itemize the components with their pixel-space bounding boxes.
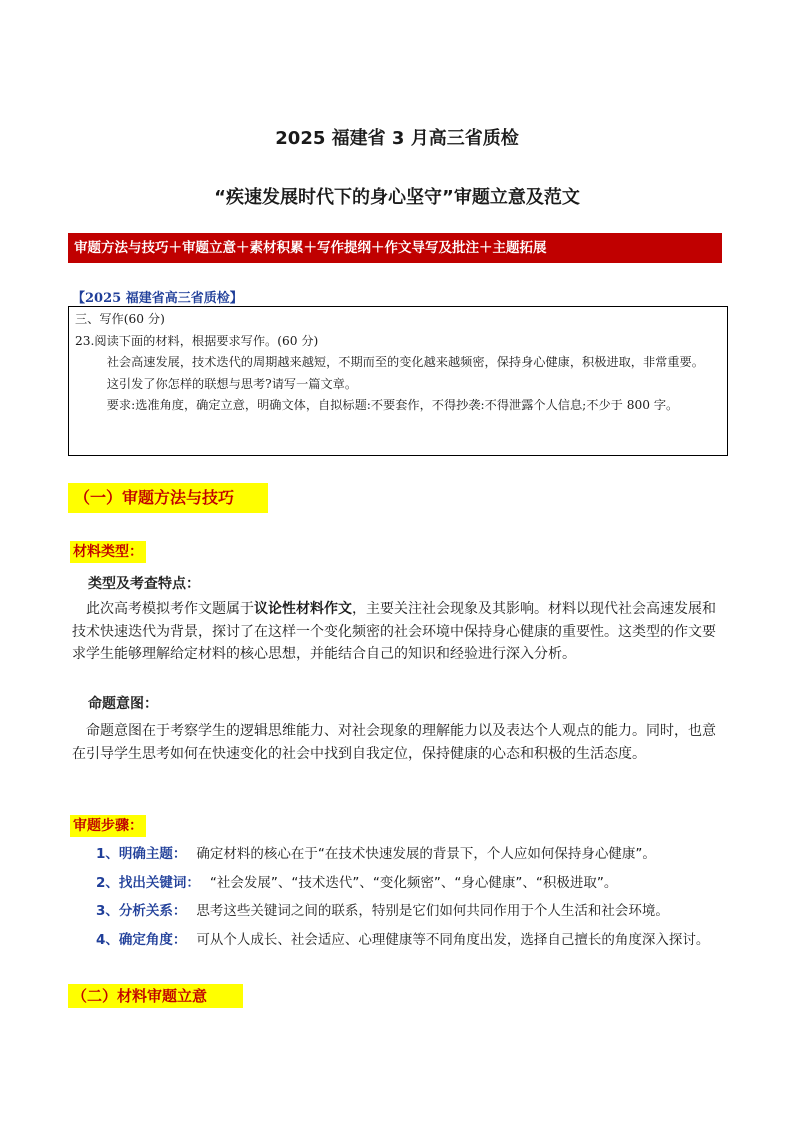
- material-type-label: 材料类型：: [70, 541, 146, 563]
- step-text: “社会发展”、“技术迭代”、“变化频密”、“身心健康”、“积极进取”。: [209, 875, 618, 891]
- section-heading-2: （二）材料审题立意: [68, 984, 243, 1008]
- step-label: 3、分析关系：: [96, 903, 187, 919]
- step-label: 4、确定角度：: [96, 932, 187, 948]
- steps-label: 审题步骤：: [70, 815, 146, 837]
- type-paragraph-highlight: 议论性材料作文: [254, 601, 352, 617]
- intent-paragraph: 命题意图在于考察学生的逻辑思维能力、对社会现象的理解能力以及表达个人观点的能力。同时，也意在引导学生思考如何在快速变化的社会中找到自我定位，保持健康的心态和积极的生活态度。: [72, 723, 716, 762]
- type-paragraph-text: ，主要关注社会现象及其影响。材料以现代社会高速发展和技术快速迭代为背景，探讨了在这样一个变化频密的社会环境中保持身心健康的重要性。这类型的作文要求学生能够理解给定材料的核心思想，并能结合自己的知识和经验进行深入分析。: [72, 601, 716, 662]
- question-box: [68, 306, 728, 456]
- step-label: 2、找出关键词：: [96, 875, 200, 891]
- question-line: 23.阅读下面的材料，根据要求写作。(60 分): [75, 333, 319, 348]
- section-heading-1: （一）审题方法与技巧: [68, 483, 268, 513]
- step-text: 确定材料的核心在于“在技术快速发展的背景下，个人应如何保持身心健康”。: [196, 846, 656, 862]
- step-label: 1、明确主题：: [96, 846, 187, 862]
- intent-subheading: 命题意图：: [88, 696, 158, 712]
- page-subtitle: “疾速发展时代下的身心坚守”审题立意及范文: [214, 187, 580, 208]
- page-title: 2025 福建省 3 月高三省质检: [275, 128, 519, 149]
- contents-banner: 审题方法与技巧＋审题立意＋素材积累＋写作提纲＋作文导写及批注＋主题拓展: [68, 233, 722, 263]
- type-subheading: 类型及考查特点：: [88, 576, 200, 592]
- source-tag: 【2025 福建省高三省质检】: [72, 291, 243, 306]
- question-line: 三、写作(60 分): [75, 312, 165, 326]
- step-text: 可从个人成长、社会适应、心理健康等不同角度出发，选择自己擅长的角度深入探讨。: [196, 932, 710, 948]
- step-text: 思考这些关键词之间的联系，特别是它们如何共同作用于个人生活和社会环境。: [196, 903, 669, 919]
- question-material: 社会高速发展，技术迭代的周期越来越短，不期而至的变化越来越频密，保持身心健康，积极进取，非常重要。: [106, 355, 704, 369]
- type-paragraph-text: 此次高考模拟考作文题属于: [86, 601, 254, 617]
- step-item: [96, 900, 726, 922]
- step-item: [96, 929, 726, 951]
- step-item: [96, 872, 726, 894]
- question-prompt: 这引发了你怎样的联想与思考?请写一篇文章。: [106, 376, 358, 391]
- step-item: [96, 843, 726, 865]
- type-paragraph: [72, 598, 724, 666]
- question-requirements: 要求:选准角度，确定立意，明确文体，自拟标题:不要套作，不得抄袭:不得泄露个人信息;不少于 800 字。: [106, 398, 679, 412]
